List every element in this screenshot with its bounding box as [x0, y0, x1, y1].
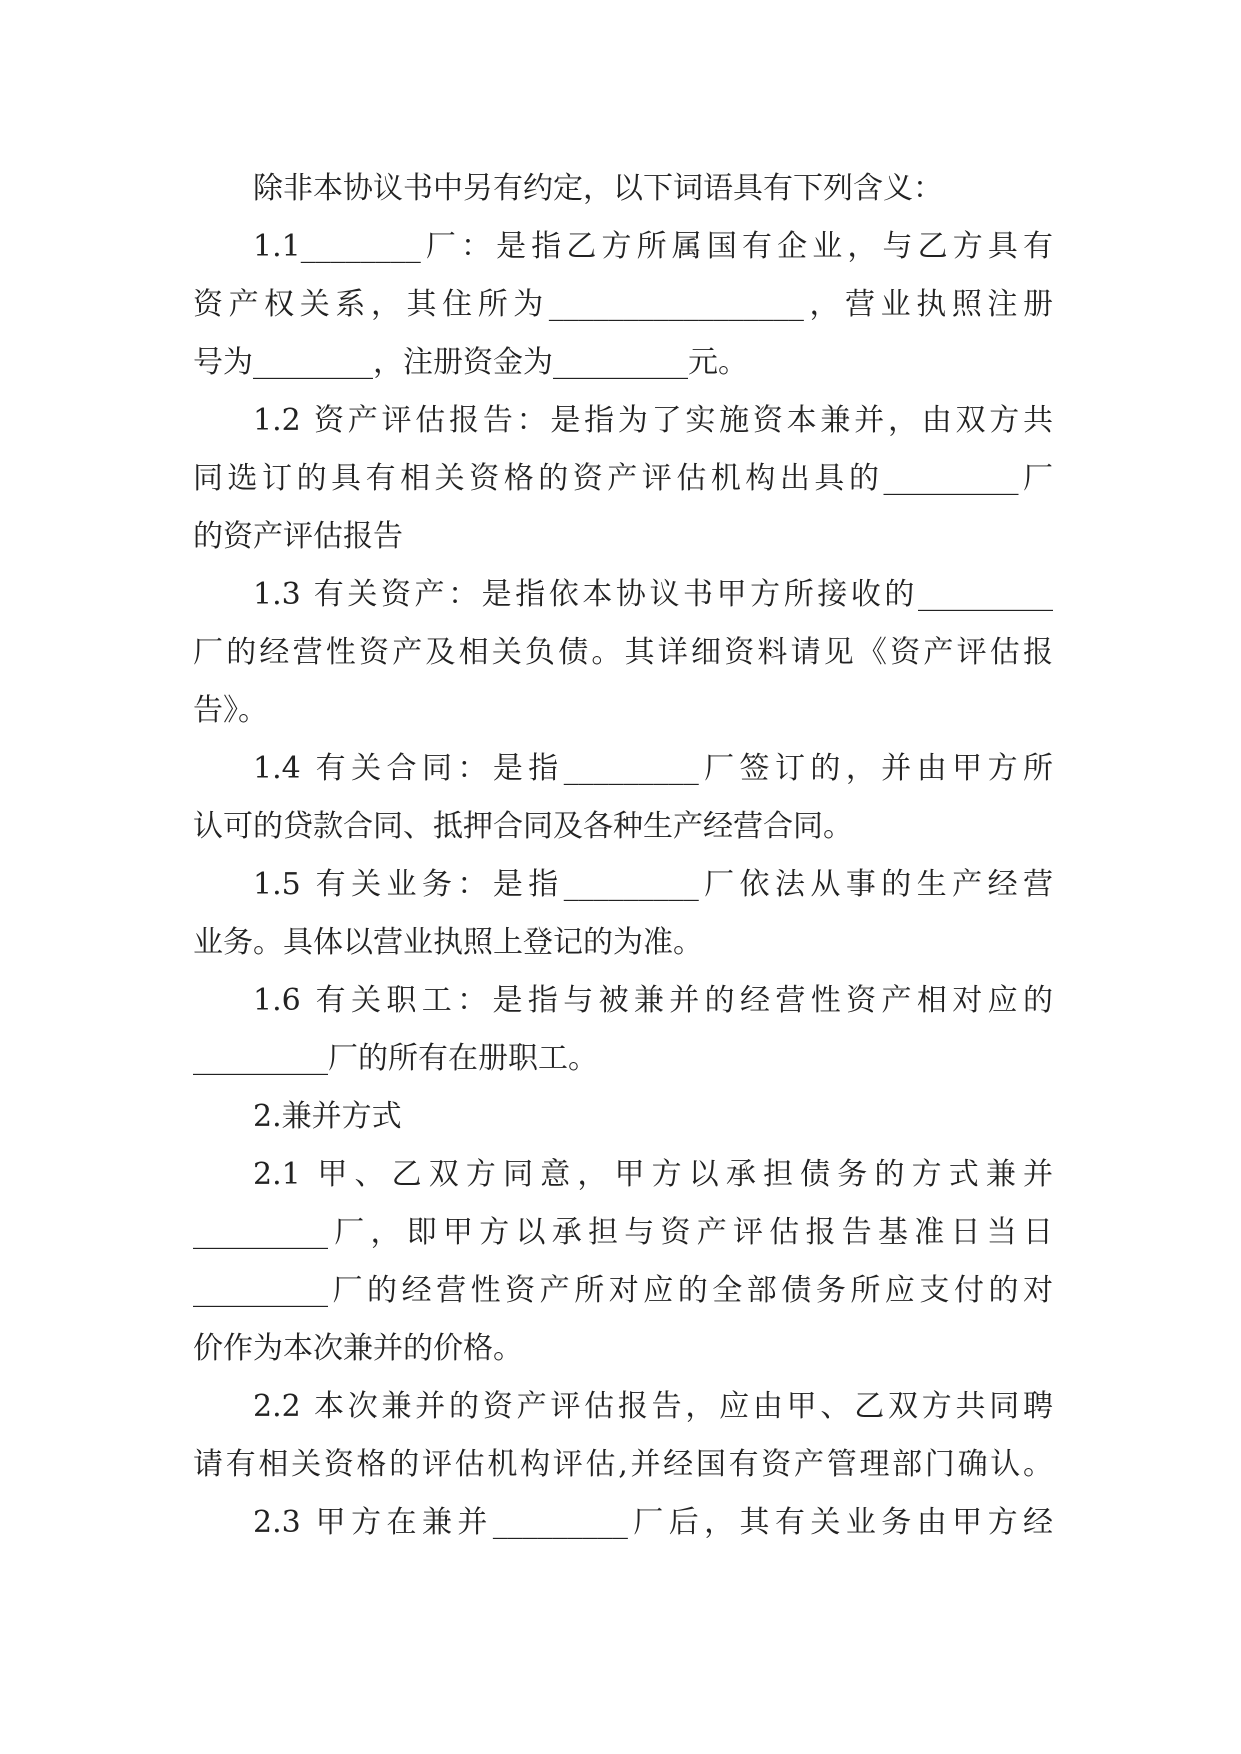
text-line: 1.2 资产评估报告：是指为了实施资本兼并，由双方共: [253, 403, 1053, 438]
text-line: 2.2 本次兼并的资产评估报告，应由甲、乙双方共同聘: [253, 1389, 1053, 1424]
text-line: 同选订的具有相关资格的资产评估机构出具的_________厂: [193, 461, 1053, 496]
text-line: 告》。: [193, 693, 268, 728]
heading-merger-method: [193, 1088, 1053, 1146]
text-line: 2.3 甲方在兼并_________厂后，其有关业务由甲方经: [253, 1505, 1053, 1540]
text-line: 1.6 有关职工：是指与被兼并的经营性资产相对应的: [253, 983, 1053, 1018]
paragraph-1-4: [193, 740, 1053, 856]
text-line: _________厂，即甲方以承担与资产评估报告基准日当日: [193, 1215, 1053, 1250]
text-line: 厂的经营性资产及相关负债。其详细资料请见《资产评估报: [193, 635, 1053, 670]
text-line: 1.1________厂：是指乙方所属国有企业，与乙方具有: [253, 229, 1053, 264]
text-line: 1.5 有关业务：是指_________厂依法从事的生产经营: [253, 867, 1053, 902]
text-line: 资产权关系，其住所为_________________，营业执照注册: [193, 287, 1053, 322]
paragraph-1-2: [193, 392, 1053, 566]
text-line: 除非本协议书中另有约定，以下词语具有下列含义：: [253, 171, 943, 206]
paragraph-1-3: [193, 566, 1053, 740]
paragraph-2-1: [193, 1146, 1053, 1378]
text-line: 的资产评估报告: [193, 519, 403, 554]
text-line: _________厂的所有在册职工。: [193, 1041, 598, 1076]
text-line: _________厂的经营性资产所对应的全部债务所应支付的对: [193, 1273, 1053, 1308]
paragraph-1-1: [193, 218, 1053, 392]
text-line: 价作为本次兼并的价格。: [193, 1331, 523, 1366]
paragraph-1-5: [193, 856, 1053, 972]
paragraph-2-3: [193, 1494, 1053, 1552]
text-line: 1.3 有关资产：是指依本协议书甲方所接收的_________: [253, 577, 1053, 612]
text-line: 号为________，注册资金为_________元。: [193, 345, 748, 380]
text-line: 1.4 有关合同：是指_________厂签订的，并由甲方所: [253, 751, 1053, 786]
paragraph-1-6: [193, 972, 1053, 1088]
text-line: 业务。具体以营业执照上登记的为准。: [193, 925, 703, 960]
text-line: 认可的贷款合同、抵押合同及各种生产经营合同。: [193, 809, 853, 844]
paragraph-2-2: [193, 1378, 1053, 1494]
text-line: 2.1 甲、乙双方同意，甲方以承担债务的方式兼并: [253, 1157, 1053, 1192]
paragraph-definitions-intro: [193, 160, 1053, 218]
section-heading: 2.兼并方式: [253, 1099, 402, 1134]
document-body: [193, 160, 1053, 1552]
text-line: 请有相关资格的评估机构评估,并经国有资产管理部门确认。: [193, 1447, 1053, 1482]
